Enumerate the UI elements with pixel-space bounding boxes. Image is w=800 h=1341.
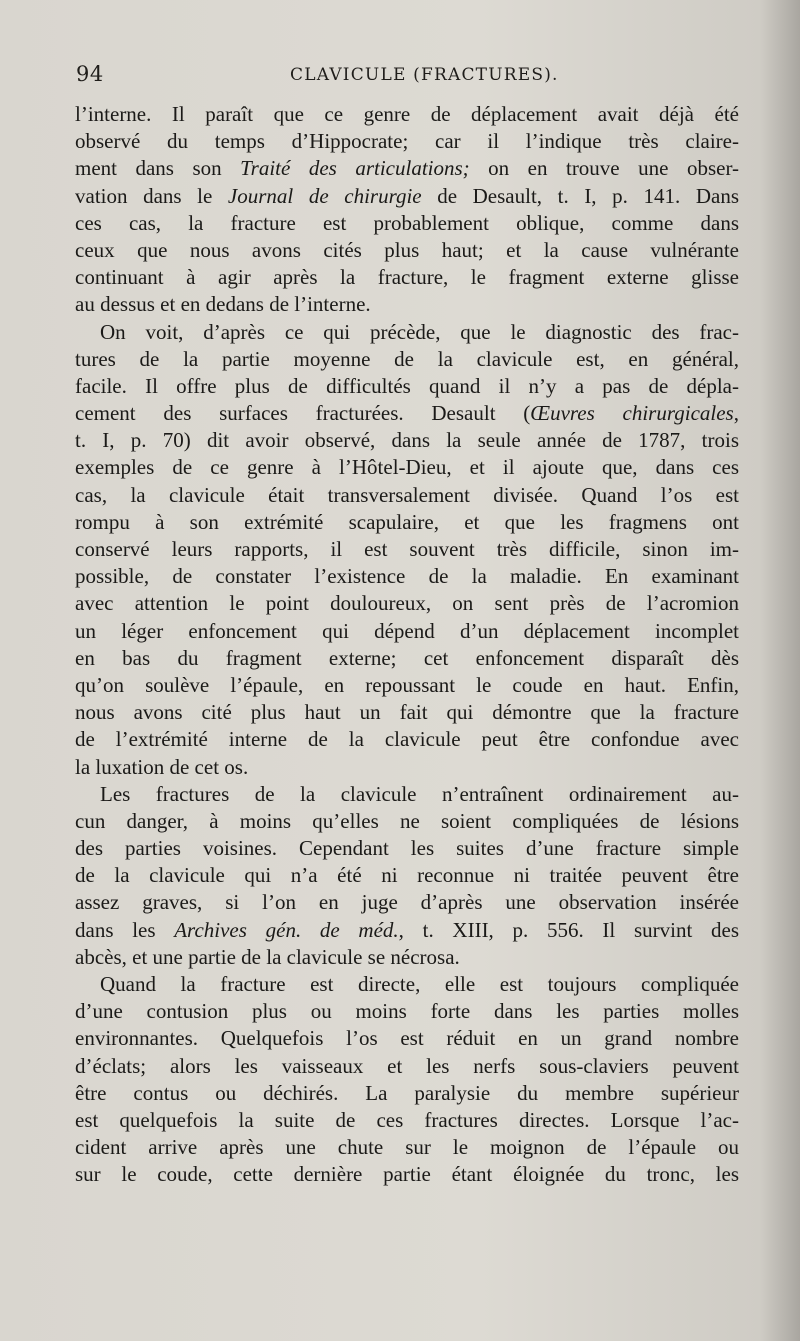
italic-title: Traité des articulations; xyxy=(240,156,470,181)
page-number: 94 xyxy=(76,62,104,86)
text-line: exemples de ce genre à l’Hôtel-Dieu, et il ajoute que, dans ces xyxy=(75,455,739,480)
italic-title: Journal de chirurgie xyxy=(227,183,422,208)
text-line xyxy=(75,917,739,944)
text-fragment: ment dans son xyxy=(75,156,241,181)
text-line: facile. Il offre plus de difficultés quand il n’y a pas de dépla- xyxy=(75,373,739,398)
text-line: environnantes. Quelquefois l’os est réduit en un grand nombre xyxy=(75,1026,739,1051)
text-line: l’interne. Il paraît que ce genre de déplacement avait déjà été xyxy=(75,102,739,126)
text-line: sur le coude, cette dernière partie étant éloignée du tronc, les xyxy=(75,1162,739,1187)
text-line: cun danger, à moins qu’elles ne soient compliquées de lésions xyxy=(75,808,739,833)
text-line: On voit, d’après ce qui précède, que le diagnostic des frac- xyxy=(100,319,739,344)
text-line: de l’extrémité interne de la clavicule peut être confondue avec xyxy=(75,727,739,752)
text-fragment: dans les xyxy=(75,917,175,942)
text-fragment: , xyxy=(733,401,739,426)
italic-title: Archives gén. de méd. xyxy=(174,917,399,942)
text-line: t. I, p. 70) dit avoir observé, dans la seule année de 1787, trois xyxy=(75,428,739,453)
text-line: cas, la clavicule était transversalement divisée. Quand l’os est xyxy=(75,482,739,507)
page-header xyxy=(76,62,756,92)
text-line: ces cas, la fracture est probablement oblique, comme dans xyxy=(75,210,739,235)
text-line: qu’on soulève l’épaule, en repoussant le coude en haut. Enfin, xyxy=(75,672,739,697)
text-line: nous avons cité plus haut un fait qui démontre que la fracture xyxy=(75,700,739,725)
text-line xyxy=(75,400,739,427)
text-fragment: , t. XIII, p. 556. Il survint des xyxy=(398,917,739,942)
text-line: continuant à agir après la fracture, le fragment externe glisse xyxy=(75,265,739,290)
text-fragment: vation dans le xyxy=(75,183,228,208)
text-line: avec attention le point douloureux, on sent près de l’acromion xyxy=(75,591,739,616)
text-line: d’éclats; alors les vaisseaux et les nerfs sous-claviers peuvent xyxy=(75,1053,739,1078)
text-line: ceux que nous avons cités plus haut; et la cause vulnérante xyxy=(75,237,739,262)
text-line xyxy=(75,155,739,182)
text-line: des parties voisines. Cependant les suites d’une fracture simple xyxy=(75,836,739,861)
text-line: possible, de constater l’existence de la maladie. En examinant xyxy=(75,564,739,589)
text-line: abcès, et une partie de la clavicule se nécrosa. xyxy=(75,944,460,969)
text-line: être contus ou déchirés. La paralysie du membre supérieur xyxy=(75,1080,739,1105)
text-line: tures de la partie moyenne de la clavicule est, en général, xyxy=(75,346,739,371)
italic-title: Œuvres chirurgicales xyxy=(530,401,734,426)
text-line: Quand la fracture est directe, elle est toujours compliquée xyxy=(100,972,739,996)
text-line: de la clavicule qui n’a été ni reconnue ni traitée peuvent être xyxy=(75,863,739,888)
text-line: rompu à son extrémité scapulaire, et que les fragmens ont xyxy=(75,509,739,534)
text-line: observé du temps d’Hippocrate; car il l’indique très claire- xyxy=(75,129,739,154)
text-fragment: cement des surfaces fracturées. Desault ( xyxy=(75,401,531,426)
text-line: en bas du fragment externe; cet enfoncement disparaît dès xyxy=(75,645,739,670)
text-line xyxy=(75,183,739,210)
text-line: cident arrive après une chute sur le moignon de l’épaule ou xyxy=(75,1135,739,1160)
text-line: au dessus et en dedans de l’interne. xyxy=(75,292,371,317)
text-line: assez graves, si l’on en juge d’après une observation insérée xyxy=(75,890,739,915)
text-fragment: de Desault, t. I, p. 141. Dans xyxy=(421,183,739,208)
text-line: d’une contusion plus ou moins forte dans les parties molles xyxy=(75,999,739,1024)
text-fragment: on en trouve une obser- xyxy=(469,156,739,181)
text-line: la luxation de cet os. xyxy=(75,754,249,779)
running-head: CLAVICULE (FRACTURES). xyxy=(290,65,559,85)
text-line: conservé leurs rapports, il est souvent très difficile, sinon im- xyxy=(75,537,739,561)
text-line: un léger enfoncement qui dépend d’un déplacement incomplet xyxy=(75,618,739,643)
text-line: est quelquefois la suite de ces fractures directes. Lorsque l’ac- xyxy=(75,1107,739,1132)
body-text xyxy=(75,101,739,1189)
text-line: Les fractures de la clavicule n’entraînent ordinairement au- xyxy=(100,781,739,806)
